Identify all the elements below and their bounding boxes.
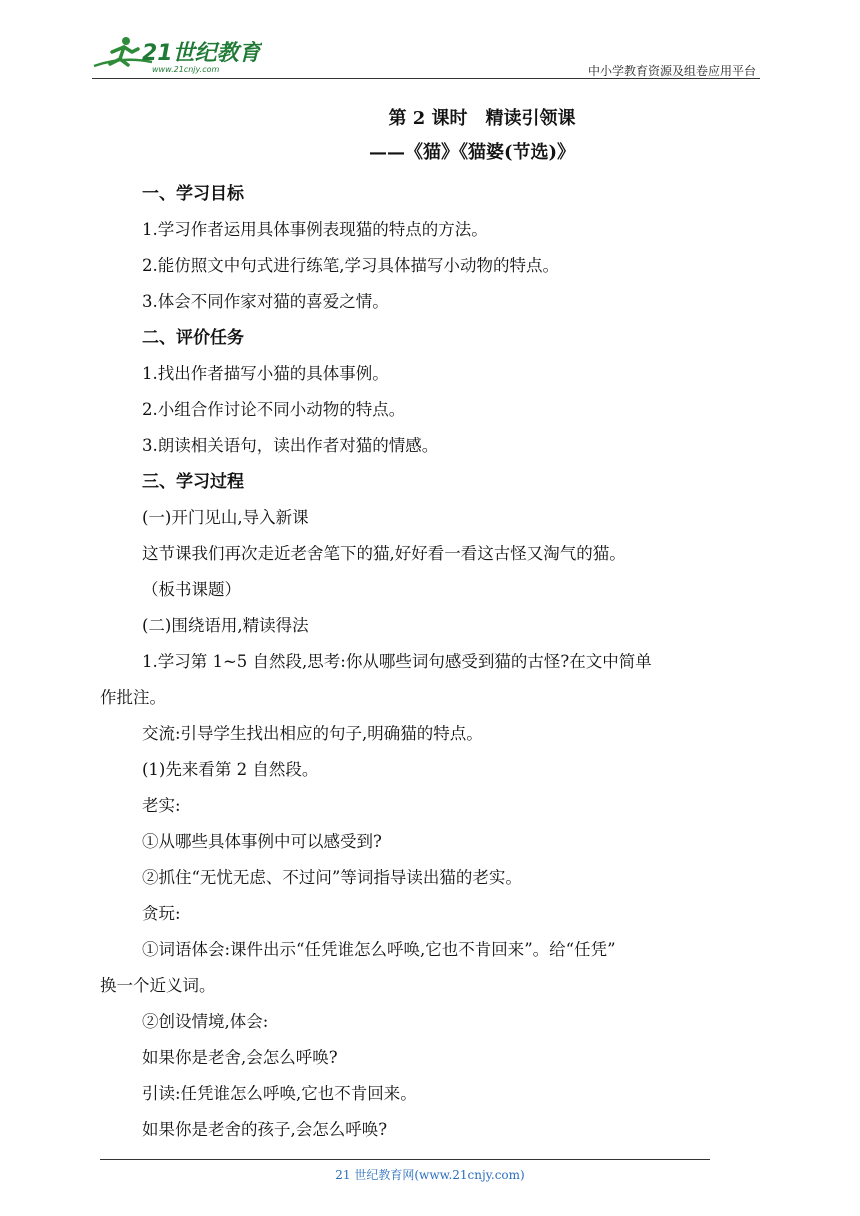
process-line: ②抓住“无忧无虑、不过问”等词指导读出猫的老实。 bbox=[142, 868, 522, 887]
process-line: 这节课我们再次走近老舍笔下的猫,好好看一看这古怪又淘气的猫。 bbox=[142, 544, 626, 563]
process-line: ②创设情境,体会: bbox=[142, 1012, 269, 1031]
process-line: 如果你是老舍,会怎么呼唤? bbox=[142, 1048, 338, 1067]
process-line: 引读:任凭谁怎么呼唤,它也不肯回来。 bbox=[142, 1084, 417, 1103]
svg-text:www.21cnjy.com: www.21cnjy.com bbox=[152, 65, 220, 74]
svg-text:21世纪教育: 21世纪教育 bbox=[142, 41, 261, 66]
page-title: 第 2 课时 精读引领课 bbox=[388, 108, 576, 129]
process-line: (二)围绕语用,精读得法 bbox=[142, 616, 309, 635]
header-divider bbox=[92, 78, 760, 79]
process-line: (一)开门见山,导入新课 bbox=[142, 508, 309, 527]
task-item: 1.找出作者描写小猫的具体事例。 bbox=[142, 364, 389, 383]
process-line: 1.学习第 1~5 自然段,思考:你从哪些词句感受到猫的古怪?在文中简单 bbox=[142, 652, 652, 671]
task-item: 2.小组合作讨论不同小动物的特点。 bbox=[142, 400, 406, 419]
section-heading-tasks: 二、评价任务 bbox=[142, 328, 244, 348]
page-footer[interactable]: 21 世纪教育网(www.21cnjy.com) bbox=[335, 1168, 525, 1182]
goal-item: 1.学习作者运用具体事例表现猫的特点的方法。 bbox=[142, 220, 488, 239]
process-line: 作批注。 bbox=[100, 688, 166, 707]
process-line: (1)先来看第 2 自然段。 bbox=[142, 760, 319, 779]
process-line: （板书课题） bbox=[142, 580, 241, 599]
process-line: ①从哪些具体事例中可以感受到? bbox=[142, 832, 382, 851]
section-heading-goals: 一、学习目标 bbox=[142, 184, 244, 204]
page-header bbox=[92, 32, 760, 80]
process-line: 换一个近义词。 bbox=[100, 976, 216, 995]
page-subtitle: ——《猫》《猫婆(节选)》 bbox=[368, 142, 576, 163]
process-line: 交流:引导学生找出相应的句子,明确猫的特点。 bbox=[142, 724, 483, 743]
section-heading-process: 三、学习过程 bbox=[142, 472, 244, 492]
document-body bbox=[100, 102, 762, 1148]
site-logo bbox=[92, 32, 262, 76]
process-line: 贪玩: bbox=[142, 904, 181, 923]
platform-name: 中小学教育资源及组卷应用平台 bbox=[587, 64, 756, 78]
process-line: 如果你是老舍的孩子,会怎么呼唤? bbox=[142, 1120, 388, 1139]
goal-item: 2.能仿照文中句式进行练笔,学习具体描写小动物的特点。 bbox=[142, 256, 559, 275]
process-line: ①词语体会:课件出示“任凭谁怎么呼唤,它也不肯回来”。给“任凭” bbox=[142, 940, 616, 959]
task-item: 3.朗读相关语句，读出作者对猫的情感。 bbox=[142, 436, 439, 455]
goal-item: 3.体会不同作家对猫的喜爱之情。 bbox=[142, 292, 389, 311]
process-line: 老实: bbox=[142, 796, 181, 815]
footer-divider bbox=[100, 1159, 710, 1160]
